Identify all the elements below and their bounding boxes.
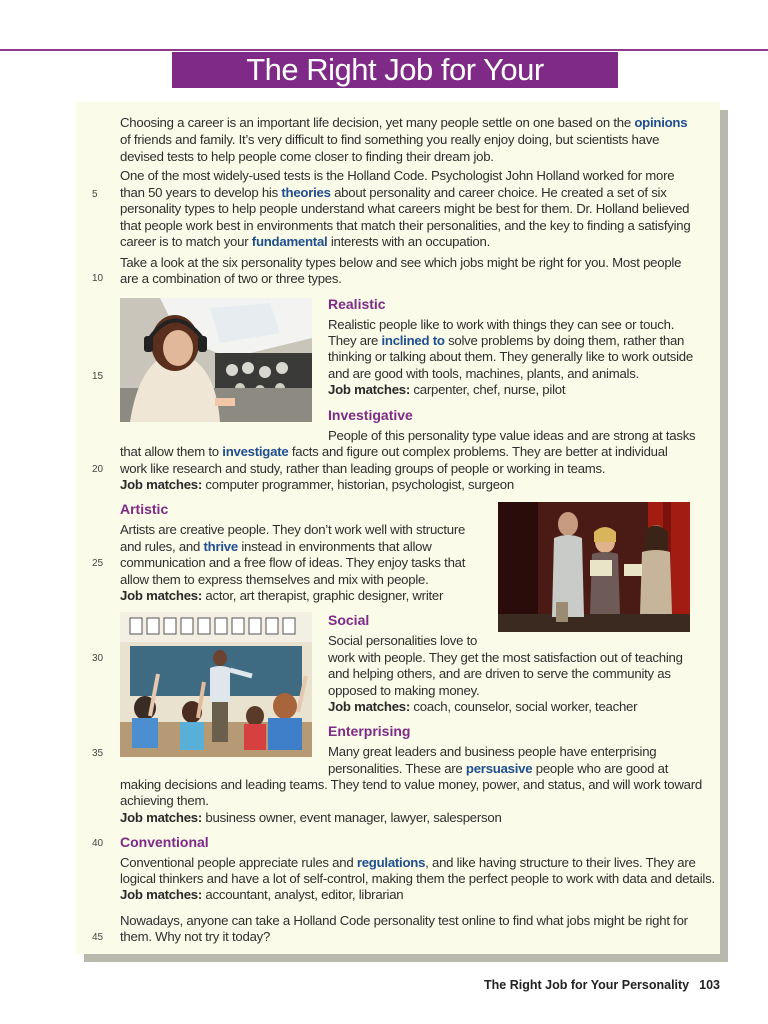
- footer-title: The Right Job for Your Personality: [484, 978, 690, 992]
- line-number: 30: [92, 653, 104, 664]
- text-line: Take a look at the six personality types below and see which jobs might be right for you. Most people: [120, 255, 682, 270]
- text-line: [120, 855, 696, 871]
- text-line: Nowadays, anyone can take a Holland Code personality test online to find what jobs might be right for: [120, 913, 688, 928]
- text-line: are a combination of two or three types.: [120, 271, 342, 286]
- job-matches-value: actor, art therapist, graphic designer, writer: [202, 588, 444, 603]
- job-matches-value: carpenter, chef, nurse, pilot: [410, 382, 566, 397]
- job-matches-value: business owner, event manager, lawyer, salesperson: [202, 810, 502, 825]
- section-heading-artistic: Artistic: [120, 501, 169, 517]
- pilot-photo: [120, 298, 312, 422]
- actors-photo: [498, 502, 690, 632]
- job-matches: [328, 699, 637, 715]
- text-line: [120, 444, 668, 460]
- job-matches-label: Job matches:: [120, 810, 203, 825]
- line-number: 35: [92, 748, 104, 759]
- vocab-word: inclined to: [381, 333, 445, 348]
- text-span: Choosing a career is an important life decision, yet many people settle on one based on the: [120, 115, 635, 130]
- section-heading-enterprising: Enterprising: [328, 723, 411, 739]
- text-line: People of this personality type value ideas and are strong at tasks: [328, 428, 696, 443]
- text-line: [328, 333, 684, 349]
- text-span: personalities. These are: [328, 761, 466, 776]
- line-number: 10: [92, 273, 104, 284]
- job-matches-label: Job matches:: [328, 382, 411, 397]
- vocab-word: investigate: [222, 444, 289, 459]
- text-line: Many great leaders and business people have enterprising: [328, 744, 657, 759]
- line-number: 20: [92, 464, 104, 475]
- job-matches-value: computer programmer, historian, psychologist, surgeon: [202, 477, 514, 492]
- vocab-word: theories: [281, 185, 331, 200]
- text-span: facts and figure out complex problems. They are better at individual: [288, 444, 668, 459]
- text-line: work with people. They get the most satisfaction out of teaching: [328, 650, 683, 665]
- job-matches-value: coach, counselor, social worker, teacher: [410, 699, 638, 714]
- text-span: that allow them to: [120, 444, 223, 459]
- text-span: Conventional people appreciate rules and: [120, 855, 357, 870]
- text-line: and are good with tools, machines, plants, and animals.: [328, 366, 639, 381]
- page-footer: [484, 978, 720, 992]
- text-line: communication and a free flow of ideas. They enjoy tasks that: [120, 555, 466, 570]
- text-line: that people work best in environments that match their personalities, and the key to finding a satisfying: [120, 218, 691, 233]
- vocab-word: regulations: [356, 855, 426, 870]
- line-number: 45: [92, 932, 104, 943]
- vocab-word: persuasive: [465, 761, 533, 776]
- text-line: of friends and family. It’s very difficult to find something you really enjoy doing, but scientists have: [120, 132, 660, 147]
- text-line: logical thinkers and have a lot of self-control, making them the perfect people to work with data and details.: [120, 871, 715, 886]
- text-line: work like research and study, rather than leading groups of people or working in teams.: [120, 461, 606, 476]
- text-line: [328, 761, 668, 777]
- line-number: 15: [92, 371, 104, 382]
- text-line: thinking or talking about them. They generally like to work outside: [328, 349, 693, 364]
- section-heading-investigative: Investigative: [328, 407, 413, 423]
- vocab-word: opinions: [634, 115, 688, 130]
- vocab-word: thrive: [203, 539, 238, 554]
- classroom-photo: [120, 612, 312, 757]
- text-line: and helping others, and are driven to serve the community as: [328, 666, 671, 681]
- job-matches: [328, 382, 565, 398]
- top-rule: [0, 49, 768, 51]
- text-line: making decisions and leading teams. They tend to value money, power, and status, and will work toward: [120, 777, 702, 792]
- job-matches: [120, 477, 514, 493]
- job-matches-label: Job matches:: [120, 588, 203, 603]
- text-line: Artists are creative people. They don’t work well with structure: [120, 522, 466, 537]
- text-line: [120, 234, 490, 250]
- line-number: 25: [92, 558, 104, 569]
- text-line: achieving them.: [120, 793, 209, 808]
- page-title: The Right Job for Your: [172, 52, 618, 88]
- job-matches: [120, 810, 502, 826]
- vocab-word: fundamental: [251, 234, 328, 249]
- text-span: about personality and career choice. He created a set of six: [330, 185, 667, 200]
- text-span: people who are good at: [532, 761, 669, 776]
- text-line: Realistic people like to work with things they can see or touch.: [328, 317, 675, 332]
- text-line: [120, 539, 432, 555]
- text-line: Social personalities love to: [328, 633, 478, 648]
- text-span: interests with an occupation.: [327, 234, 491, 249]
- text-span: career is to match your: [120, 234, 252, 249]
- job-matches-label: Job matches:: [120, 477, 203, 492]
- job-matches-value: accountant, analyst, editor, librarian: [202, 887, 404, 902]
- text-line: personality types to help people understand what careers might be best for them. Dr. Holland believed: [120, 201, 690, 216]
- job-matches: [120, 588, 443, 604]
- line-number: 40: [92, 838, 104, 849]
- page-number: 103: [699, 978, 720, 992]
- text-line: [120, 185, 667, 201]
- text-line: them. Why not try it today?: [120, 929, 271, 944]
- text-line: One of the most widely-used tests is the Holland Code. Psychologist John Holland worked for more: [120, 168, 675, 183]
- text-line: [120, 115, 687, 131]
- section-heading-social: Social: [328, 612, 370, 628]
- text-line: devised tests to help people come closer to finding their dream job.: [120, 149, 494, 164]
- text-line: opposed to making money.: [328, 683, 480, 698]
- job-matches-label: Job matches:: [120, 887, 203, 902]
- section-heading-conventional: Conventional: [120, 834, 209, 850]
- text-span: solve problems by doing them, rather than: [444, 333, 685, 348]
- section-heading-realistic: Realistic: [328, 296, 386, 312]
- text-span: , and like having structure to their lives. They are: [425, 855, 696, 870]
- text-span: and rules, and: [120, 539, 204, 554]
- text-span: than 50 years to develop his: [120, 185, 282, 200]
- job-matches: [120, 887, 403, 903]
- text-span: instead in environments that allow: [237, 539, 432, 554]
- job-matches-label: Job matches:: [328, 699, 411, 714]
- line-number: 5: [92, 189, 98, 200]
- text-span: They are: [328, 333, 382, 348]
- text-line: allow them to express themselves and mix with people.: [120, 572, 429, 587]
